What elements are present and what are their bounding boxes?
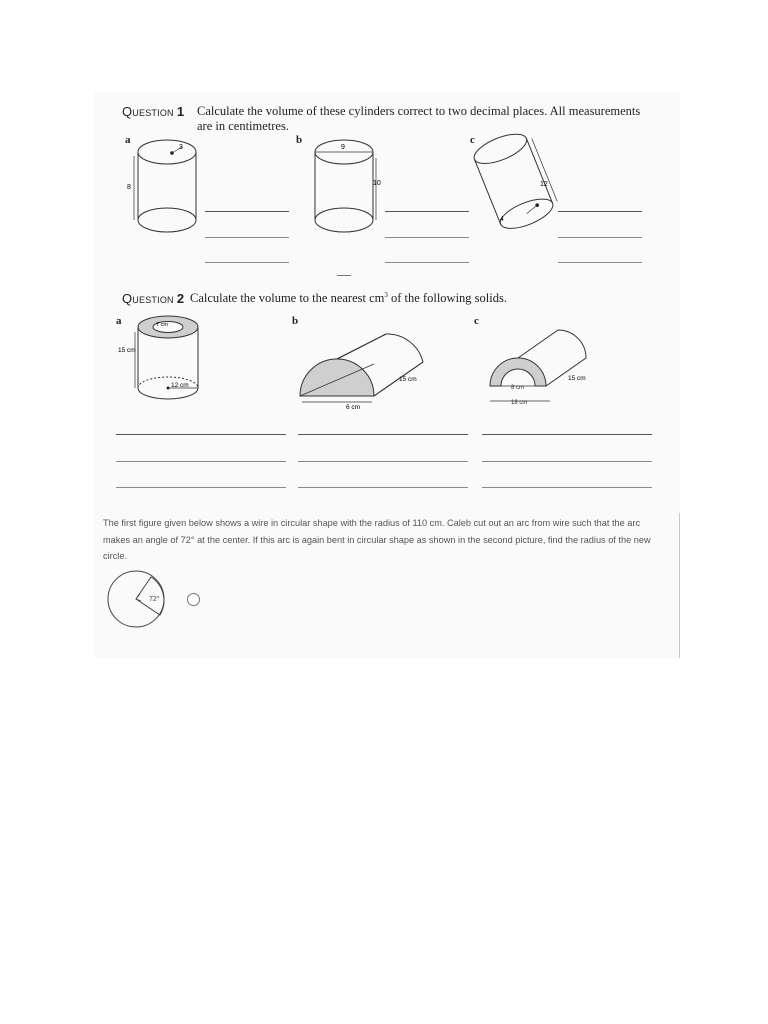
question-1-number: 1 bbox=[176, 104, 185, 119]
q2a-height-label: 15 cm bbox=[118, 347, 136, 354]
question-2-word: Question bbox=[122, 291, 174, 306]
question-1-word: Question bbox=[122, 104, 174, 119]
circle-sector-figure bbox=[104, 568, 168, 632]
question-2-text bbox=[190, 291, 507, 306]
q2a-answer-line-3[interactable] bbox=[116, 487, 286, 488]
q1a-answer-line-2[interactable] bbox=[205, 237, 289, 238]
q1b-answer-line-3[interactable] bbox=[385, 262, 469, 263]
question-2-number: 2 bbox=[176, 291, 185, 306]
q2b-answer-line-2[interactable] bbox=[298, 461, 468, 462]
separator-mark bbox=[337, 275, 351, 276]
q2-half-hollow-cylinder bbox=[486, 322, 596, 406]
q2a-answer-line-1[interactable] bbox=[116, 434, 286, 435]
q2-hollow-cylinder bbox=[116, 312, 206, 408]
q1-cylinder-b bbox=[306, 136, 386, 240]
q1a-height-label: 8 bbox=[127, 184, 131, 191]
q1c-radius-label: 4 bbox=[500, 216, 504, 223]
q1a-answer-line-3[interactable] bbox=[205, 262, 289, 263]
question-1-heading bbox=[122, 104, 194, 120]
q1b-answer-line-2[interactable] bbox=[385, 237, 469, 238]
vertical-divider bbox=[679, 513, 680, 658]
question-1-text: Calculate the volume of these cylinders correct to two decimal places. All measurements are in centimetres. bbox=[197, 104, 641, 133]
q1b-height-label: 10 bbox=[373, 180, 381, 187]
q2c-outer-label: 18 cm bbox=[511, 400, 528, 406]
q2-part-b: b bbox=[292, 315, 299, 327]
q1-part-b: b bbox=[296, 134, 303, 146]
q2a-inner-label: 7 cm bbox=[156, 322, 168, 328]
q2-part-a: a bbox=[116, 315, 122, 327]
q2a-outer-label: 12 cm bbox=[171, 382, 189, 389]
q1c-height-label: 12 bbox=[540, 181, 548, 188]
q2c-answer-line-1[interactable] bbox=[482, 434, 652, 435]
angle-label: 72° bbox=[149, 596, 160, 603]
q1-part-c: c bbox=[470, 134, 475, 146]
q2-part-c: c bbox=[474, 315, 479, 327]
q1b-diameter-label: 9 bbox=[341, 144, 345, 151]
q1-cylinder-c bbox=[470, 130, 560, 240]
q2b-length-label: 15 cm bbox=[399, 376, 417, 383]
q2-half-cylinder bbox=[296, 322, 430, 412]
q2b-diameter-label: 6 cm bbox=[346, 404, 361, 411]
q1a-answer-line-1[interactable] bbox=[205, 211, 289, 212]
q1c-answer-line-3[interactable] bbox=[558, 262, 642, 263]
q1a-radius-label: 3 bbox=[179, 144, 183, 151]
question-2-text-post: of the following solids. bbox=[387, 291, 507, 306]
q2c-inner-label: 8 cm bbox=[511, 385, 525, 391]
q2c-answer-line-3[interactable] bbox=[482, 487, 652, 488]
question-2-text-sup: 3 bbox=[384, 291, 388, 299]
q2c-answer-line-2[interactable] bbox=[482, 461, 652, 462]
answer-radio-button[interactable] bbox=[187, 593, 200, 606]
q2c-length-label: 15 cm bbox=[568, 375, 586, 382]
q2b-answer-line-3[interactable] bbox=[298, 487, 468, 488]
question-3-text: The first figure given below shows a wire in circular shape with the radius of 110 cm. Caleb cut out an arc from wire such that the arc makes an angle of 72° at the center. If this arc is again bent in circular shape as shown in the second picture, find the radius of the new circle. bbox=[103, 518, 651, 561]
q1-cylinder-a bbox=[126, 136, 206, 240]
q1c-answer-line-2[interactable] bbox=[558, 237, 642, 238]
question-2-text-pre: Calculate the volume to the nearest cm bbox=[190, 291, 385, 306]
q2b-answer-line-1[interactable] bbox=[298, 434, 468, 435]
q1b-answer-line-1[interactable] bbox=[385, 211, 469, 212]
q2a-answer-line-2[interactable] bbox=[116, 461, 286, 462]
q1-part-a: a bbox=[125, 134, 131, 146]
question-2-heading bbox=[122, 291, 194, 307]
q1c-answer-line-1[interactable] bbox=[558, 211, 642, 212]
